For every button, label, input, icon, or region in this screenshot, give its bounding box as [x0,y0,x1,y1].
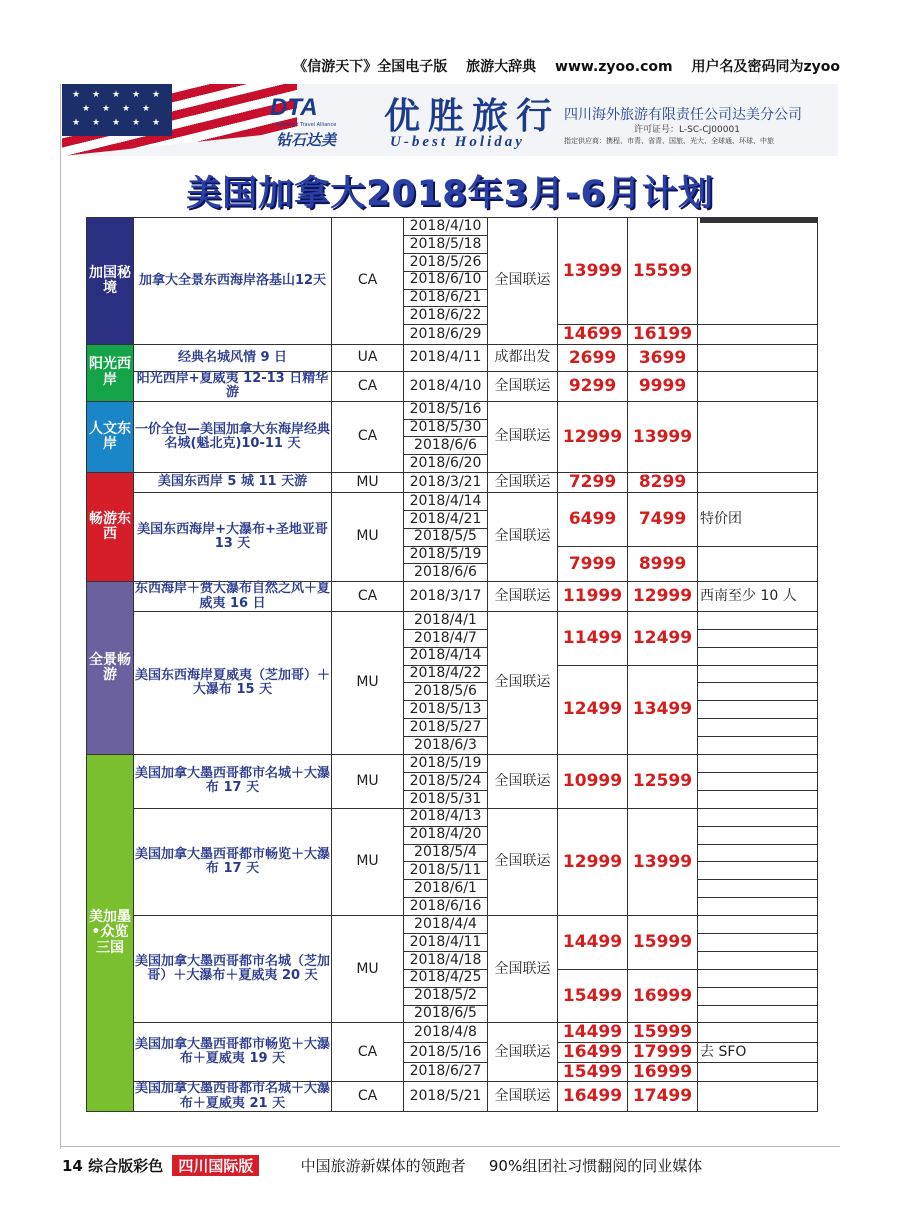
company-name: 四川海外旅游有限责任公司达美分公司 [564,107,802,123]
departure-date: 2018/6/22 [404,307,488,325]
note-blank [698,808,818,826]
airline-code: MU [332,755,404,809]
departure-date: 2018/6/29 [404,325,488,345]
note-blank [698,546,818,582]
note-blank [698,933,818,951]
price-alt: 12599 [628,755,698,809]
departure-date: 2018/5/5 [404,528,488,546]
category-cell: 人文东岸 [87,401,134,473]
price-alt: 16999 [628,1062,698,1082]
route-name: 美国加拿大墨西哥都市名城＋大瀑布 17 天 [134,755,332,809]
price-adult: 10999 [558,755,628,809]
note-blank [698,898,818,916]
price-alt: 17999 [628,1043,698,1063]
departure-date: 2018/5/16 [404,1043,488,1063]
bottom-rule [60,1146,840,1147]
departure-date: 2018/6/21 [404,289,488,307]
price-alt: 16199 [628,325,698,345]
departure-city: 全国联运 [488,1082,558,1112]
note-rule [700,222,818,223]
table-row [87,582,818,612]
departure-date: 2018/5/16 [404,401,488,419]
airline-code: CA [332,372,404,402]
departure-date: 2018/4/13 [404,808,488,826]
note-blank [698,790,818,808]
table-row [87,916,818,934]
price-adult: 14699 [558,325,628,345]
price-adult: 15499 [558,1062,628,1082]
table-row [87,218,818,236]
table-row [87,345,818,372]
departure-date: 2018/4/21 [404,510,488,528]
departure-date: 2018/4/22 [404,665,488,683]
departure-date: 2018/4/7 [404,629,488,647]
note-blank [698,325,818,345]
table-row [87,611,818,629]
departure-date: 2018/6/27 [404,1062,488,1082]
note-blank [698,372,818,402]
edition-label: 《信游天下》全国电子版 [293,59,448,75]
note-cell: 西南至少 10 人 [698,582,818,612]
supplier-list: 指定供应商：携程、市青、省青、国旅、光大、全球通、环球、中旅 [564,137,774,145]
dta-logo-cn: 钻石达美 [276,131,337,149]
note-blank [698,345,818,372]
note-blank [698,683,818,701]
price-adult: 6499 [558,492,628,546]
category-cell: 美加墨•众览三国 [87,755,134,1112]
footer [62,1155,702,1176]
airline-code: MU [332,492,404,581]
departure-city: 全国联运 [488,916,558,1023]
departure-date: 2018/6/6 [404,564,488,582]
price-adult: 7299 [558,473,628,493]
airline-code: CA [332,582,404,612]
airline-code: UA [332,345,404,372]
left-rule [60,84,61,1149]
note-blank [698,701,818,719]
note-blank [698,951,818,969]
price-adult: 15499 [558,969,628,1023]
departure-date: 2018/5/18 [404,235,488,253]
departure-city: 全国联运 [488,611,558,754]
price-alt: 7499 [628,492,698,546]
note-blank [698,218,818,325]
note-cell: 去 SFO [698,1043,818,1063]
route-name: 美国东西海岸+大瀑布+圣地亚哥 13 天 [134,492,332,581]
dta-logo: DTA [270,94,318,121]
departure-city: 全国联运 [488,1023,558,1082]
dictionary-label: 旅游大辞典 [466,59,537,75]
note-blank [698,737,818,755]
note-blank [698,401,818,473]
price-adult: 2699 [558,345,628,372]
airline-code: CA [332,401,404,473]
category-cell: 阳光西岸 [87,345,134,402]
table-row [87,808,818,826]
departure-city: 全国联运 [488,755,558,809]
price-adult: 9299 [558,372,628,402]
departure-date: 2018/3/17 [404,582,488,612]
airline-code: MU [332,611,404,754]
login-hint: 用户名及密码同为zyoo [691,59,840,75]
note-blank [698,629,818,647]
route-name: 美国东西岸 5 城 11 天游 [134,473,332,493]
table-row [87,1023,818,1043]
note-blank [698,880,818,898]
price-alt: 15999 [628,1023,698,1043]
departure-date: 2018/4/14 [404,647,488,665]
airline-code: MU [332,916,404,1023]
departure-date: 2018/4/11 [404,933,488,951]
price-alt: 15999 [628,916,698,970]
price-alt: 13499 [628,665,698,754]
airline-code: CA [332,1023,404,1082]
airline-code: CA [332,218,404,345]
price-adult: 16499 [558,1082,628,1112]
note-blank [698,719,818,737]
departure-date: 2018/3/21 [404,473,488,493]
departure-date: 2018/4/20 [404,826,488,844]
airline-code: MU [332,473,404,493]
note-blank [698,647,818,665]
dta-logo-subtitle: Diamond Travel Alliance [276,122,337,128]
departure-date: 2018/4/25 [404,969,488,987]
departure-date: 2018/5/30 [404,419,488,437]
slogan-1: 中国旅游新媒体的领跑者 [300,1157,466,1175]
price-alt: 17499 [628,1082,698,1112]
departure-date: 2018/6/6 [404,437,488,455]
table-row [87,473,818,493]
departure-date: 2018/6/5 [404,1005,488,1023]
departure-date: 2018/5/6 [404,683,488,701]
route-name: 经典名城风情 9 日 [134,345,332,372]
note-blank [698,916,818,934]
category-cell: 全景畅游 [87,582,134,755]
departure-date: 2018/6/10 [404,271,488,289]
price-alt: 8299 [628,473,698,493]
note-blank [698,1062,818,1082]
route-name: 一价全包—美国加拿大东海岸经典名城(魁北克)10-11 天 [134,401,332,473]
table-row [87,401,818,419]
table-row [87,1082,818,1112]
route-name: 阳光西岸+夏威夷 12-13 日精华游 [134,372,332,402]
price-adult: 11499 [558,611,628,665]
note-blank [698,665,818,683]
departure-city: 全国联运 [488,808,558,915]
route-name: 美国加拿大墨西哥都市畅览＋大瀑布 17 天 [134,808,332,915]
departure-city: 全国联运 [488,492,558,581]
site-link[interactable]: www.zyoo.com [555,59,673,75]
page-title: 美国加拿大2018年3月-6月计划 [186,174,714,214]
airline-code: CA [332,1082,404,1112]
departure-date: 2018/6/1 [404,880,488,898]
price-adult: 11999 [558,582,628,612]
table-row [87,755,818,773]
price-alt: 12999 [628,582,698,612]
departure-date: 2018/4/11 [404,345,488,372]
airline-code: MU [332,808,404,915]
route-name: 东西海岸＋赏大瀑布自然之风＋夏威夷 16 日 [134,581,330,611]
price-alt: 13999 [628,401,698,473]
tour-plan-table [86,217,818,1112]
price-adult: 12999 [558,401,628,473]
departure-date: 2018/5/19 [404,755,488,773]
note-blank [698,969,818,987]
route-name: 加拿大全景东西海岸洛基山12天 [134,218,332,345]
departure-date: 2018/4/4 [404,916,488,934]
departure-date: 2018/6/16 [404,898,488,916]
note-blank [698,987,818,1005]
departure-city: 全国联运 [488,218,558,345]
departure-date: 2018/5/21 [404,1082,488,1112]
departure-date: 2018/5/2 [404,987,488,1005]
brand-name-cn: 优胜旅行 [384,95,561,137]
slogan-2: 90%组团社习惯翻阅的同业媒体 [488,1157,703,1175]
note-blank [698,1082,818,1112]
departure-date: 2018/5/26 [404,253,488,271]
category-cell: 畅游东西 [87,473,134,582]
note-blank [698,844,818,862]
page-number: 14 [62,1157,83,1175]
note-blank [698,772,818,790]
departure-date: 2018/4/10 [404,218,488,236]
price-adult: 14499 [558,916,628,970]
table-row [87,372,818,402]
departure-city: 全国联运 [488,473,558,493]
departure-date: 2018/5/24 [404,772,488,790]
departure-date: 2018/6/3 [404,737,488,755]
note-blank [698,826,818,844]
note-blank [698,473,818,493]
price-alt: 3699 [628,345,698,372]
departure-date: 2018/5/19 [404,546,488,564]
departure-city: 全国联运 [488,372,558,402]
route-name: 美国东西海岸夏威夷（芝加哥）＋大瀑布 15 天 [134,611,332,754]
departure-date: 2018/4/14 [404,492,488,510]
banner [62,84,838,156]
departure-date: 2018/5/13 [404,701,488,719]
route-name: 美国加拿大墨西哥都市畅览＋大瀑布＋夏威夷 19 天 [134,1023,332,1082]
departure-date: 2018/5/27 [404,719,488,737]
departure-city: 全国联运 [488,401,558,473]
route-name: 美国加拿大墨西哥都市名城＋大瀑布＋夏威夷 21 天 [134,1081,330,1111]
note-blank [698,1005,818,1023]
price-alt: 13999 [628,808,698,915]
departure-date: 2018/4/1 [404,611,488,629]
price-alt: 12499 [628,611,698,665]
departure-date: 2018/6/20 [404,455,488,473]
departure-date: 2018/5/4 [404,844,488,862]
license-number: 许可证号：L-SC-CJ00001 [634,125,740,135]
departure-date: 2018/4/18 [404,951,488,969]
note-blank [698,1023,818,1043]
price-alt: 15599 [628,218,698,325]
price-adult: 7999 [558,546,628,582]
note-rules [700,218,817,223]
price-adult: 16499 [558,1043,628,1063]
price-alt: 8999 [628,546,698,582]
flag-canton: ★ ★ ★ ★ ★ ★ ★ ★ ★ ★ ★ ★ ★ ★ [62,84,172,136]
note-cell: 特价团 [698,492,818,546]
category-cell: 加国秘境 [87,218,134,345]
price-alt: 9999 [628,372,698,402]
route-name: 美国加拿大墨西哥都市名城（芝加哥）＋大瀑布＋夏威夷 20 天 [134,916,332,1023]
table-row [87,492,818,510]
brand-name-en: U-best Holiday [390,134,525,150]
note-blank [698,611,818,629]
departure-city: 全国联运 [488,582,558,612]
note-blank [698,755,818,773]
departure-date: 2018/4/10 [404,372,488,402]
edition-badge: 四川国际版 [172,1155,259,1176]
departure-date: 2018/5/31 [404,790,488,808]
departure-date: 2018/4/8 [404,1023,488,1043]
price-adult: 13999 [558,218,628,325]
top-header [0,56,840,76]
price-adult: 12499 [558,665,628,754]
departure-date: 2018/5/11 [404,862,488,880]
departure-city: 成都出发 [488,345,558,372]
price-alt: 16999 [628,969,698,1023]
price-adult: 12999 [558,808,628,915]
note-blank [698,862,818,880]
section-label: 综合版彩色 [88,1157,164,1175]
price-adult: 14499 [558,1023,628,1043]
